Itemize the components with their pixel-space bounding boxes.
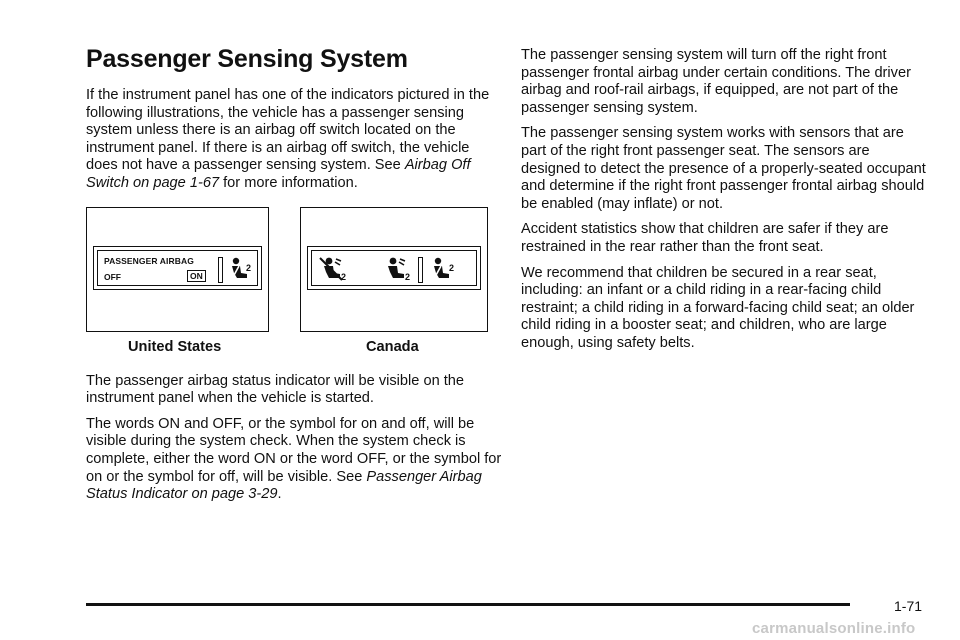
indicator-divider [418,257,423,283]
seat-number: 2 [246,262,252,273]
system-check-tail: . [277,486,282,503]
indicator-figures [86,207,502,361]
page-title: Passenger Sensing System [86,45,408,73]
figure-united-states [86,207,269,332]
intro-text: If the instrument panel has one of the indicators pictured in the following illustrations, the vehicle has a passenger sensing system unless there is an airbag off switch located on the instrument panel. If there is an airbag off switch, the vehicle does not have a passenger sensing system. See [86,87,490,174]
system-check-text: The words ON and OFF, or the symbol for on and off, will be visible during the system check. When the system check is complete, either the word ON or the word OFF, or the symbol for on or the symbol for off, will be visible. See [86,415,502,485]
right-paragraph-1: The passenger sensing system will turn off the right front passenger frontal airbag under certain conditions. The driver airbag and roof-rail airbags, if equipped, are not part of the passenger sensing system. [521,47,911,116]
symbol-number-3: 2 [449,262,455,273]
watermark: carmanualsonline.info [752,620,916,637]
right-paragraph-2: The passenger sensing system works with sensors that are part of the right front passenger seat. The sensors are designed to detect the presence of a properly-seated occupant and determine if the right front passenger frontal airbag should be enabled (may inflate) or not. [521,125,926,212]
seated-occupant-belt-icon [428,257,458,281]
right-paragraph-4: We recommend that children be secured in a rear seat, including: an infant or a child riding in a rear-facing child restraint; a child riding in a forward-facing child seat; an older child riding in a booster seat; and children, who are large enough, using safety belts. [521,264,915,351]
off-label: OFF [104,271,121,282]
passenger-airbag-label: PASSENGER AIRBAG [104,255,194,266]
caption-united-states: United States [128,338,222,355]
airbag-off-switch-reference: Airbag Off Switch on page 1-67 [86,157,471,191]
airbag-off-symbol-icon [318,256,350,282]
caption-canada: Canada [366,338,419,355]
airbag-on-symbol-icon [382,256,414,282]
footer-rule [86,603,850,606]
left-column [86,44,502,512]
intro-tail: for more information. [219,174,358,191]
us-indicator-panel [93,246,262,290]
intro-paragraph [86,87,502,193]
indicator-divider [218,257,223,283]
right-column [521,47,931,361]
system-check-paragraph [86,416,502,504]
page-number: 1-71 [894,598,923,614]
seated-occupant-belt-icon [226,257,252,281]
symbol-number-2: 2 [405,271,411,282]
right-paragraph-3: Accident statistics show that children are safer if they are restrained in the rear rather than the front seat. [521,221,889,255]
symbol-number-1: 2 [341,271,347,282]
figure-canada [300,207,488,332]
status-indicator-reference: Passenger Airbag Status Indicator on page 3-29 [86,468,482,503]
status-indicator-paragraph: The passenger airbag status indicator will be visible on the instrument panel when the vehicle is started. [86,372,465,407]
canada-indicator-panel [307,246,481,290]
on-label: ON [187,270,206,282]
